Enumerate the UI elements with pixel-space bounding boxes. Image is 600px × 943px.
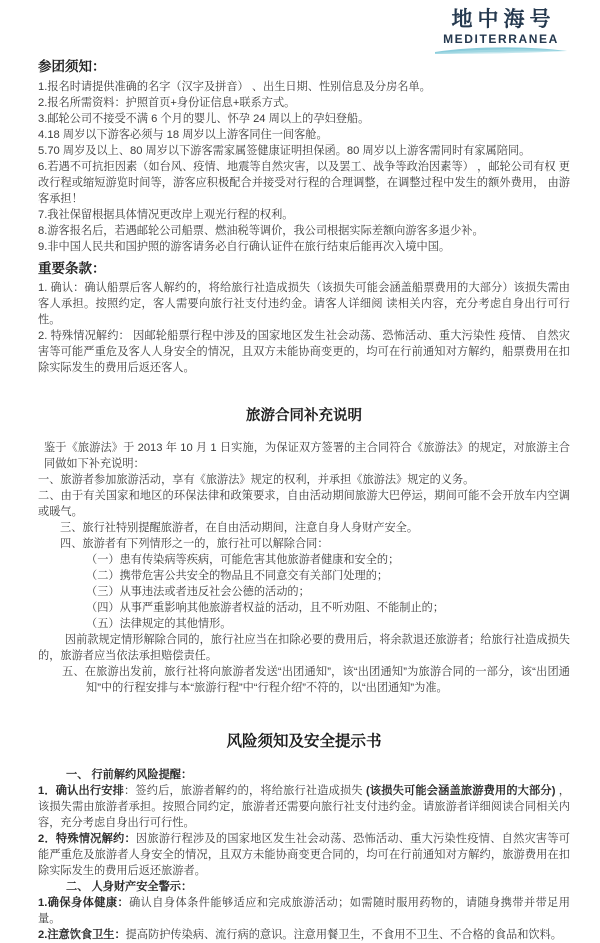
risk-item-label: 1.确保身体健康： xyxy=(38,896,130,909)
risk-item-text: ：签约后，旅游者解约的，将给旅行社造成损失 xyxy=(123,784,366,797)
risk-item-text: 因旅游行程涉及的国家地区发生社会动荡、恐怖活动、重大污染性疫情、自然灾害等可能严重危及旅游者人身安全的情况，且双方未能协商变更合同的，均可在行前通知对方解约，旅游费用在扣除实际发生的费用后返还旅游者。 xyxy=(38,832,570,877)
brand-name-english: MEDITERRANEA xyxy=(443,32,559,47)
join-notice-item-9: 9.非中国人民共和国护照的游客请务必自行确认证件在旅行结束后能再次入境中国。 xyxy=(38,240,451,253)
join-notice-heading: 参团须知： xyxy=(38,59,106,74)
join-notice-item-3: 3.邮轮公司不接受不满 6 个月的婴儿、怀孕 24 周以上的孕妇登船。 xyxy=(38,112,370,125)
risk-notice-title: 风险须知及安全提示书 xyxy=(226,733,382,751)
risk-section1-item-1 xyxy=(38,783,570,831)
contract-intro: 鉴于《旅游法》于 2013 年 10 月 1 日实施，为保证双方签署的主合同符合《旅游法》的规定，对旅游主合同做如下补充说明： xyxy=(44,442,570,471)
contract-item-5: 五、在旅游出发前，旅行社将向旅游者发送“出团通知”，该“出团通知”为旅游合同的一部分，该“出团通知”中的行程安排与本“旅游行程”中“行程介绍”不符的，以“出团通知”为准。 xyxy=(62,666,570,695)
section-join-notice xyxy=(38,58,570,255)
risk-item-bold-text: (该损失可能会涵盖旅游费用的大部分) xyxy=(366,784,556,797)
risk-item-text: 确认自身体条件能够适应和完成旅游活动；如需随时服用药物的，请随身携带并带足用量。 xyxy=(38,896,570,925)
join-notice-item-4: 4.18 周岁以下游客必须与 18 周岁以上游客同住一间客舱。 xyxy=(38,128,328,141)
join-notice-item-1: 1.报名时请提供准确的名字（汉字及拼音） 、出生日期、性别信息及分房名单。 xyxy=(38,80,431,93)
contract-item-4: 四、旅游者有下列情形之一的，旅行社可以解除合同： xyxy=(60,538,329,551)
join-notice-item-8: 8.游客报名后，若遇邮轮公司船票、燃油税等调价，我公司根据实际差额向游客多退少补。 xyxy=(38,224,484,237)
contract-subitem-4: （四）从事严重影响其他旅游者权益的活动，且不听劝阻、不能制止的； xyxy=(86,602,445,615)
contract-item-3: 三、旅行社特别提醒旅游者，在自由活动期间，注意自身人身财产安全。 xyxy=(60,522,419,535)
risk-section1-heading: 一、 行前解约风险提醒： xyxy=(66,768,193,781)
contract-item-2: 二、由于有关国家和地区的环保法律和政策要求，自由活动期间旅游大巴停运，期间可能不会开放车内空调或暖气。 xyxy=(38,490,570,519)
join-notice-item-7: 7.我社保留根据具体情况更改岸上观光行程的权利。 xyxy=(38,208,294,221)
risk-section2-heading: 二、 人身财产安全警示： xyxy=(66,880,193,893)
risk-item-text: 提高防护传染病、流行病的意识。注意用餐卫生，不食用不卫生、不合格的食品和饮料。 xyxy=(125,928,562,941)
section-contract-supplement xyxy=(38,407,570,696)
wave-icon xyxy=(433,47,569,56)
contract-subitem-1: （一）患有传染病等疾病，可能危害其他旅游者健康和安全的； xyxy=(86,554,400,567)
important-terms-item-2: 2. 特殊情况解约： 因邮轮船票行程中涉及的国家地区发生社会动荡、恐怖活动、重大污染性 疫情、 自然灾害等可能严重危及客人人身安全的情况，且双方未能协商变更的，均可在行前通知对方解约，船票费用在扣除实际发生的费用后返还客人。 xyxy=(38,330,570,375)
important-terms-heading: 重要条款： xyxy=(38,260,106,276)
contract-item-1: 一、旅游者参加旅游活动，享有《旅游法》规定的权利，并承担《旅游法》规定的义务。 xyxy=(38,474,475,487)
brand-logo xyxy=(430,8,572,56)
join-notice-item-5: 5.70 周岁及以上、80 周岁以下游客需家属签健康证明担保函。80 周岁以上游客需同时有家属陪同。 xyxy=(38,144,531,157)
risk-section2-item-2 xyxy=(38,927,570,943)
section-risk-notice xyxy=(38,732,570,942)
contract-subitem-3: （三）从事违法或者违反社会公德的活动的； xyxy=(86,586,310,599)
join-notice-item-6: 6.若遇不可抗拒因素（如台风、疫情、地震等自然灾害，以及罢工、战争等政治因素等） ，邮轮公司有权 更改行程或缩短游览时间等，游客应积极配合并接受对行程的合理调整，在调整过程中发生的额外费用， 由游客承担！ xyxy=(38,160,570,205)
contract-supplement-title: 旅游合同补充说明 xyxy=(246,408,362,425)
risk-section1-item-2 xyxy=(38,831,570,879)
contract-subitem-5: （五）法律规定的其他情形。 xyxy=(86,618,232,631)
risk-item-label: 1．确认出行安排 xyxy=(38,784,124,797)
risk-item-text: ，该损失需由旅游者承担。按照合同约定，旅游者还需要向旅行社支付违约金。请旅游者详细阅读合同相关内容，充分考虑自身出行可行性。 xyxy=(38,784,570,829)
risk-section2-item-1 xyxy=(38,895,570,927)
section-important-terms xyxy=(38,260,570,377)
contract-consequence: 因前款规定情形解除合同的，旅行社应当在扣除必要的费用后，将余款退还旅游者；给旅行社造成损失的，旅游者应当依法承担赔偿责任。 xyxy=(38,634,570,663)
brand-name-chinese: 地中海号 xyxy=(451,8,556,31)
risk-item-label: 2．特殊情况解约： xyxy=(38,832,136,845)
important-terms-item-1: 1. 确认：确认船票后客人解约的，将给旅行社造成损失（该损失可能会涵盖船票费用的大部分）该损失需由客人承担。按照约定，客人需要向旅行社支付违约金。请客人详细阅 读相关内容，充分考虑自身出行可行性。 xyxy=(38,282,570,327)
risk-item-label: 2.注意饮食卫生： xyxy=(38,928,126,941)
contract-subitem-2: （二）携带危害公共安全的物品且不同意交有关部门处理的； xyxy=(86,570,389,583)
document-content xyxy=(38,58,570,943)
join-notice-item-2: 2.报名所需资料：护照首页+身份证信息+联系方式。 xyxy=(38,96,296,109)
